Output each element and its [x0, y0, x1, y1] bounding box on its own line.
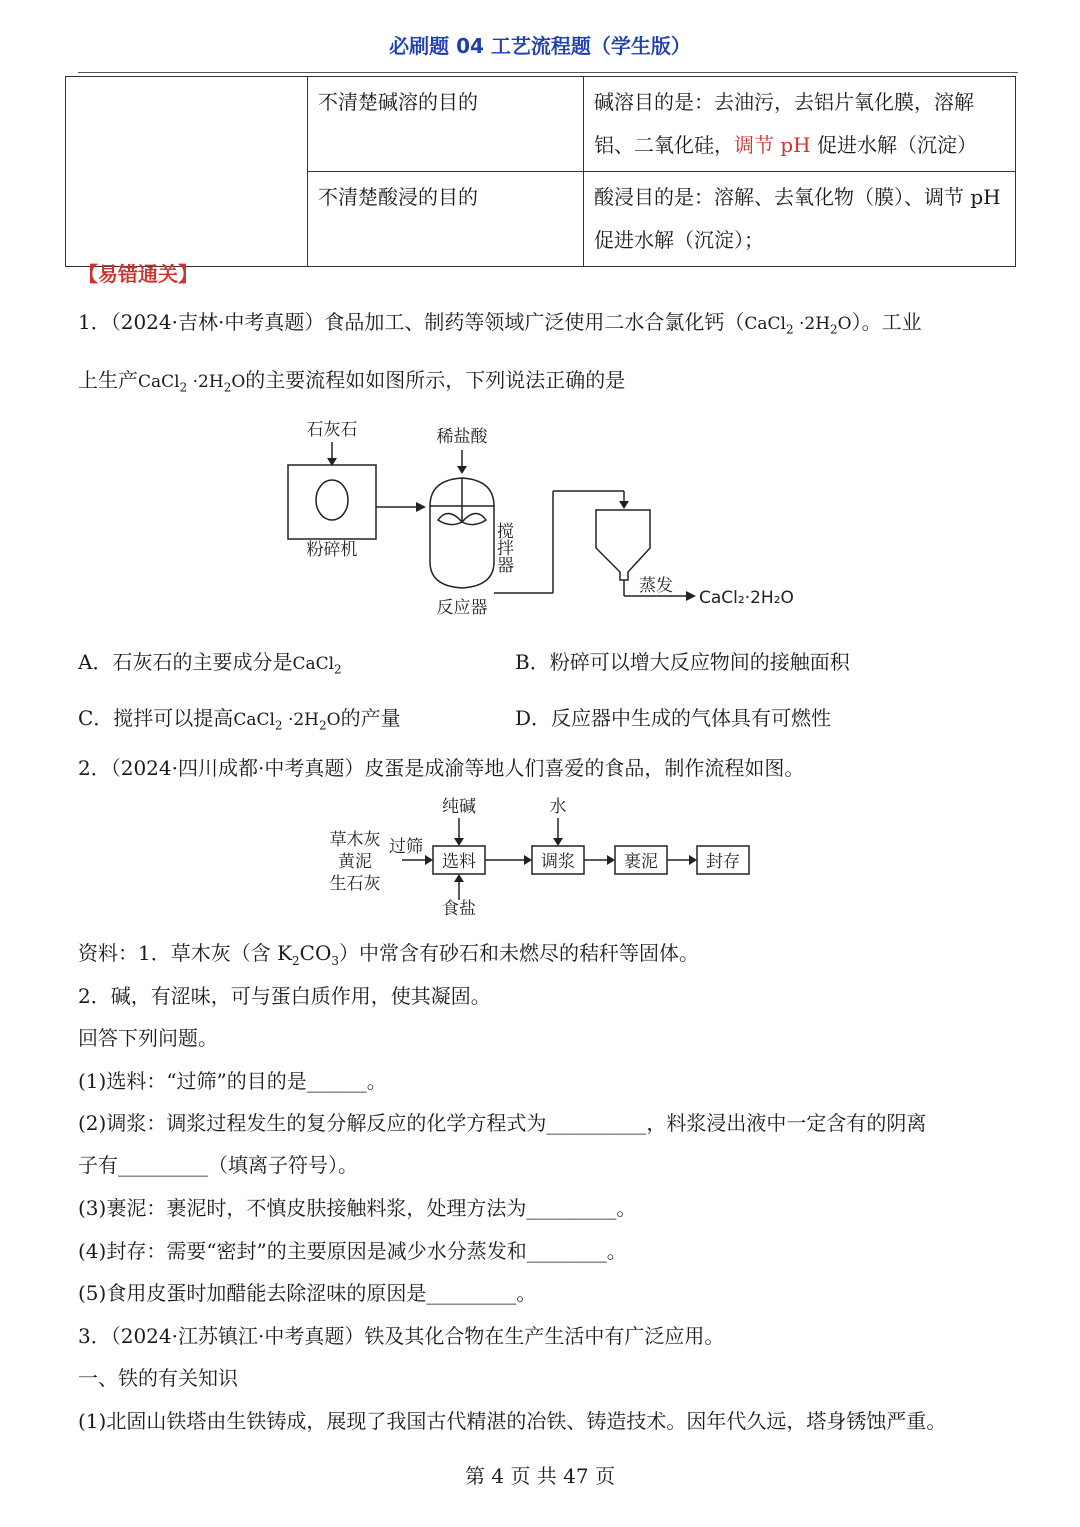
q1-option-b: B．粉碎可以增大反应物间的接触面积 [515, 650, 850, 674]
step-wrap: 裹泥 [624, 852, 658, 872]
q1-text: 的主要流程如如图所示，下列说法正确的是 [245, 368, 626, 392]
label-raw2: 黄泥 [338, 852, 372, 872]
q2-sub2-cont: 子有_________（填离子符号）。 [78, 1153, 358, 1177]
table-cell-answer: 酸浸目的是：溶解、去氧化物（膜）、调节 pH 促进水解（沉淀）； [584, 172, 1016, 267]
section-title: 【易错通关】 [78, 262, 198, 286]
label-reactor: 反应器 [436, 598, 488, 618]
q3-part1: (1)北固山铁塔由生铁铸成，展现了我国古代精湛的冶铁、铸造技术。因年代久远，塔身锈蚀严重。 [78, 1409, 947, 1433]
formula-cacl2: CaCl$_2$ [292, 654, 342, 677]
option-text: C．搅拌可以提高 [78, 706, 234, 730]
step-select: 选料 [442, 852, 476, 872]
label-acid: 稀盐酸 [436, 427, 488, 447]
label-raw1: 草木灰 [329, 830, 381, 850]
page-header-title: 必刷题 04 工艺流程题（学生版） [389, 34, 691, 58]
formula-cacl2-2h2o: CaCl$_2$ $\cdot 2H_2O$ [233, 710, 341, 733]
label-evaporate: 蒸发 [639, 576, 673, 596]
q2-info1: 资料：1．草木灰（含 $K_2CO_3$）中常含有砂石和未燃尽的秸秆等固体。 [78, 941, 700, 968]
step-slurry: 调浆 [541, 852, 575, 872]
formula-cacl2-2h2o: CaCl$_2$ $\cdot 2H_2O$ [744, 314, 852, 337]
table-cell-empty [66, 77, 308, 267]
q1-process-diagram [270, 410, 810, 625]
answer-text-tail: 促进水解（沉淀） [810, 133, 977, 157]
header-divider [78, 72, 1018, 73]
option-text: A．石灰石的主要成分是 [78, 650, 293, 674]
label-water: 水 [549, 797, 567, 817]
label-raw3: 生石灰 [329, 874, 381, 894]
label-salt: 食盐 [442, 899, 476, 919]
q2-sub2: (2)调浆：调浆过程发生的复分解反应的化学方程式为__________，料浆浸出液中一定含有的阴离 [78, 1111, 927, 1135]
label-stirrer: 搅拌器 [493, 522, 513, 573]
label-crusher: 粉碎机 [306, 540, 358, 560]
label-limestone: 石灰石 [306, 420, 358, 440]
label-soda: 纯碱 [442, 797, 476, 817]
page-footer: 第 4 页 共 47 页 [465, 1464, 615, 1488]
step-seal: 封存 [706, 852, 740, 872]
table-row [66, 77, 1016, 172]
q1-text: 1．（2024·吉林·中考真题）食品加工、制药等领域广泛使用二水合氯化钙（ [78, 310, 745, 334]
q1-text: 上生产 [78, 368, 138, 392]
q2-process-diagram [320, 790, 760, 920]
label-product: CaCl₂·2H₂O [699, 588, 794, 608]
tips-table [65, 76, 1016, 267]
q3-intro: 3．（2024·江苏镇江·中考真题）铁及其化合物在生产生活中有广泛应用。 [78, 1324, 725, 1348]
q1-text: ）。工业 [851, 310, 922, 334]
q2-sub3: (3)裹泥：裹泥时，不慎皮肤接触料浆，处理方法为_________。 [78, 1196, 637, 1220]
q2-prompt: 回答下列问题。 [78, 1026, 218, 1050]
q1-line1 [78, 306, 1018, 336]
info-text: 资料：1．草木灰（含 K [78, 941, 293, 965]
table-cell-problem: 不清楚酸浸的目的 [308, 172, 584, 267]
q2-sub5: (5)食用皮蛋时加醋能去除涩味的原因是_________。 [78, 1281, 537, 1305]
table-cell-answer [584, 77, 1016, 172]
q2-sub4: (4)封存：需要“密封”的主要原因是减少水分蒸发和________。 [78, 1239, 627, 1263]
q1-option-d: D．反应器中生成的气体具有可燃性 [515, 706, 832, 730]
q1-option-c [78, 702, 401, 732]
q1-option-a [78, 646, 342, 676]
info-text: ）中常含有砂石和未燃尽的秸秆等固体。 [339, 941, 700, 965]
option-text: 的产量 [340, 706, 401, 730]
formula-cacl2-2h2o: CaCl$_2$ $\cdot 2H_2O$ [138, 372, 246, 395]
q2-info2: 2．碱，有涩味，可与蛋白质作用，使其凝固。 [78, 984, 491, 1008]
q1-line2 [78, 364, 1018, 394]
label-sieve: 过筛 [389, 837, 423, 857]
q2-sub1: (1)选料：“过筛”的目的是______。 [78, 1069, 387, 1093]
info-text: CO [299, 941, 332, 965]
answer-highlight: 调节 pH [734, 133, 811, 157]
q3-subheading: 一、铁的有关知识 [78, 1366, 238, 1390]
answer-text: 碱溶目的是：去油污，去铝片氧化膜，溶解铝、二氧化硅， [594, 90, 974, 157]
q2-intro: 2．（2024·四川成都·中考真题）皮蛋是成渝等地人们喜爱的食品，制作流程如图。 [78, 756, 805, 780]
table-cell-problem: 不清楚碱溶的目的 [308, 77, 584, 172]
